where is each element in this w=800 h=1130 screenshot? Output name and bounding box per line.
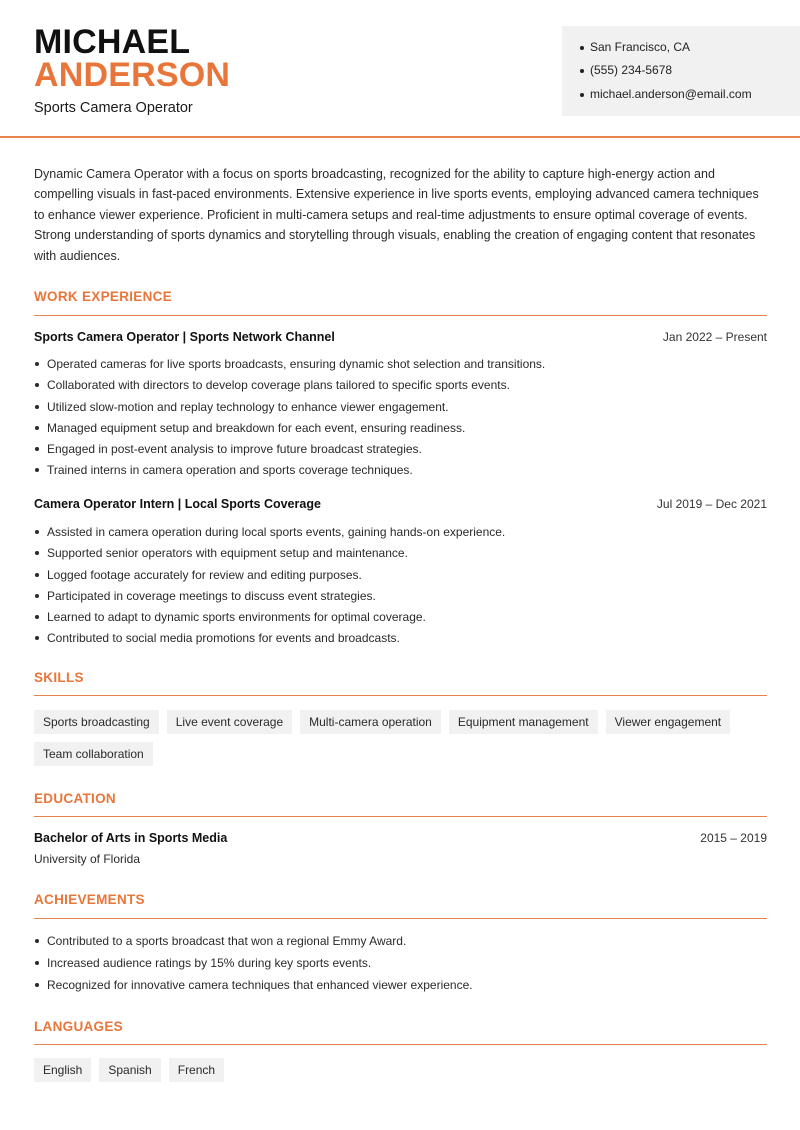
skill-tag: Team collaboration xyxy=(34,742,153,766)
list-item: Trained interns in camera operation and sports coverage techniques. xyxy=(34,462,769,483)
contact-email[interactable]: michael.anderson@email.com xyxy=(580,87,752,101)
skill-tag: Sports broadcasting xyxy=(34,710,159,734)
list-item: Managed equipment setup and breakdown for each event, ensuring readiness. xyxy=(34,420,769,441)
skill-tag: Live event coverage xyxy=(167,710,292,734)
list-item: Logged footage accurately for review and editing purposes. xyxy=(34,567,769,588)
section-title-education: EDUCATION xyxy=(34,791,116,806)
contact-location: San Francisco, CA xyxy=(580,40,690,54)
skill-tag: Multi-camera operation xyxy=(300,710,441,734)
job-bullets xyxy=(34,524,769,652)
languages-list xyxy=(34,1058,774,1082)
list-item: Assisted in camera operation during local sports events, gaining hands-on experience. xyxy=(34,524,769,545)
list-item: Utilized slow-motion and replay technology to enhance viewer engagement. xyxy=(34,399,769,420)
list-item: Contributed to social media promotions for events and broadcasts. xyxy=(34,630,769,651)
resume-header xyxy=(0,0,800,138)
section-rule xyxy=(34,816,767,817)
list-item: Participated in coverage meetings to discuss event strategies. xyxy=(34,588,769,609)
skill-tag: Equipment management xyxy=(449,710,598,734)
job-dates: Jul 2019 – Dec 2021 xyxy=(656,497,767,511)
education-degree: Bachelor of Arts in Sports Media xyxy=(34,831,228,845)
last-name: ANDERSON xyxy=(34,56,231,94)
list-item: Collaborated with directors to develop coverage plans tailored to specific sports events. xyxy=(34,377,769,398)
list-item: Contributed to a sports broadcast that won a regional Emmy Award. xyxy=(34,933,769,955)
first-name: MICHAEL xyxy=(34,23,191,61)
section-title-work: WORK EXPERIENCE xyxy=(34,289,173,304)
list-item: Operated cameras for live sports broadcasts, ensuring dynamic shot selection and transitions. xyxy=(34,356,769,377)
list-item: Recognized for innovative camera techniques that enhanced viewer experience. xyxy=(34,977,769,999)
achievements-list xyxy=(34,933,769,999)
job-role: Camera Operator Intern | Local Sports Coverage xyxy=(34,497,321,511)
summary: Dynamic Camera Operator with a focus on sports broadcasting, recognized for the ability to capture high-energy action and compelling visuals in fast-paced environments. Extensive experience in live sports events, employing advanced camera techniques to enhance viewer experience. Proficient in multi-camera setups and real-time adjustments to ensure optimal coverage of events. Strong understanding of sports dynamics and storytelling through visuals, enabling the creation of engaging content that resonates with audiences. xyxy=(34,167,759,263)
list-item: Learned to adapt to dynamic sports environments for optimal coverage. xyxy=(34,609,769,630)
skill-tag: Viewer engagement xyxy=(606,710,731,734)
section-rule xyxy=(34,315,767,316)
list-item: Increased audience ratings by 15% during key sports events. xyxy=(34,955,769,977)
section-rule xyxy=(34,1044,767,1045)
section-rule xyxy=(34,695,767,696)
language-tag: French xyxy=(169,1058,224,1082)
list-item: Supported senior operators with equipment setup and maintenance. xyxy=(34,545,769,566)
language-tag: Spanish xyxy=(99,1058,160,1082)
education-school: University of Florida xyxy=(34,852,141,866)
contact-box xyxy=(562,26,800,116)
education-dates: 2015 – 2019 xyxy=(700,831,767,845)
section-rule xyxy=(34,918,767,919)
job-bullets xyxy=(34,356,769,484)
skills-list xyxy=(34,710,774,766)
list-item: Engaged in post-event analysis to improve future broadcast strategies. xyxy=(34,441,769,462)
section-title-achievements: ACHIEVEMENTS xyxy=(34,892,145,907)
section-title-languages: LANGUAGES xyxy=(34,1019,123,1034)
contact-phone: (555) 234-5678 xyxy=(580,63,672,77)
section-title-skills: SKILLS xyxy=(34,670,84,685)
language-tag: English xyxy=(34,1058,91,1082)
job-role: Sports Camera Operator | Sports Network Channel xyxy=(34,330,335,344)
job-title: Sports Camera Operator xyxy=(34,100,193,116)
job-dates: Jan 2022 – Present xyxy=(662,330,767,344)
